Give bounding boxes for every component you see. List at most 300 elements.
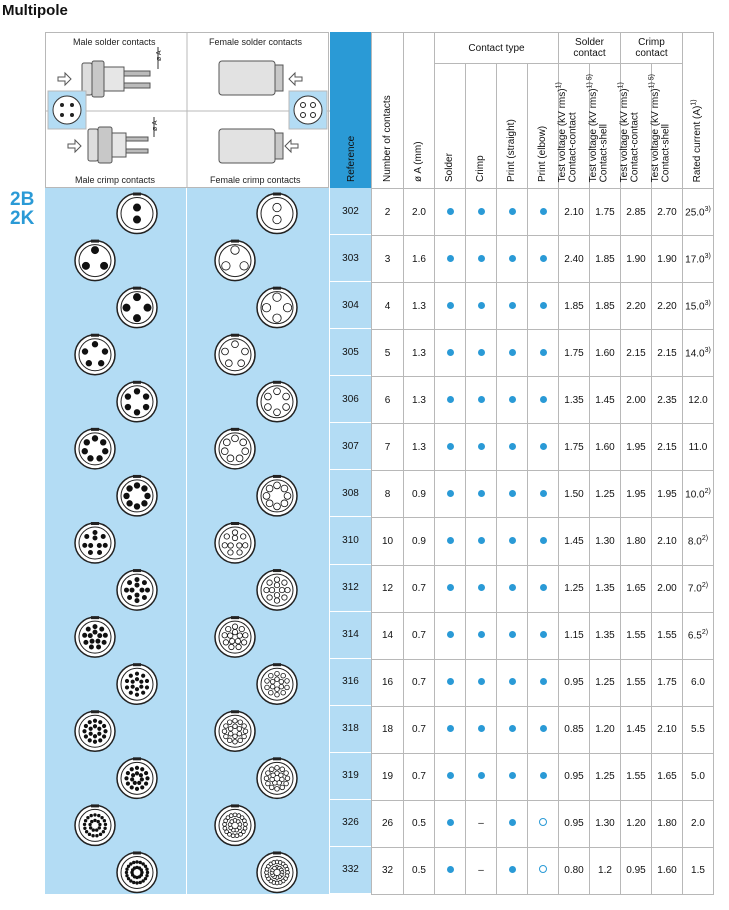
cell-a <box>404 189 435 236</box>
cell-s_cs <box>590 377 621 424</box>
cell-value: 10 <box>381 535 394 547</box>
dim-label-bottom: ø A <box>152 120 159 131</box>
cell-straight <box>497 189 528 236</box>
cell-s_cc <box>559 330 590 377</box>
cell-s_cs <box>590 518 621 565</box>
cell-value: 2.15 <box>657 347 677 359</box>
cell-solder <box>435 565 466 612</box>
cell-current <box>683 424 714 471</box>
cell-c_cs <box>652 189 683 236</box>
cell-value: 1.75 <box>564 347 584 359</box>
cell-elbow <box>528 424 559 471</box>
cell-s_cc <box>559 236 590 283</box>
cell-value: 2 <box>384 206 391 218</box>
cell-value: 2.35 <box>657 394 677 406</box>
cell-value: 11.0 <box>688 441 708 453</box>
cell-value: 5 <box>384 347 391 359</box>
cell-value: 1.85 <box>595 300 615 312</box>
cell-straight <box>497 800 528 847</box>
available-dot <box>478 537 485 544</box>
cell-s_cc <box>559 471 590 518</box>
cell-value: 1.25 <box>595 488 615 500</box>
available-dot <box>540 302 547 309</box>
male-solder-drawing <box>58 47 158 97</box>
male-pin-layout <box>75 710 115 751</box>
cell-c_cc <box>621 518 652 565</box>
available-dot <box>540 396 547 403</box>
reference-cell: 307 <box>330 423 371 470</box>
female-pin-layout <box>215 428 255 469</box>
cell-c_cc <box>621 424 652 471</box>
cell-c_cs <box>652 753 683 800</box>
cell-c_cc <box>621 283 652 330</box>
cell-value: 1.45 <box>595 394 615 406</box>
table-row <box>372 377 714 424</box>
cell-c_cc <box>621 471 652 518</box>
cell-solder <box>435 283 466 330</box>
series-2k: 2K <box>10 208 35 229</box>
cell-elbow <box>528 612 559 659</box>
available-dot <box>540 490 547 497</box>
cell-a <box>404 847 435 894</box>
reference-cell: 319 <box>330 753 371 800</box>
male-crimp-caption: Male crimp contacts <box>75 175 156 185</box>
male-pin-layout <box>117 757 157 798</box>
cell-current <box>683 659 714 706</box>
reference-cell: 312 <box>330 565 371 612</box>
header-contact-type: Contact type <box>435 33 559 64</box>
cell-value: 2.15 <box>657 441 677 453</box>
female-pin-layout <box>215 804 255 845</box>
available-dot <box>509 631 516 638</box>
table-row <box>372 706 714 753</box>
male-pin-layout <box>117 851 157 892</box>
cell-elbow <box>528 377 559 424</box>
cell-solder <box>435 471 466 518</box>
available-dot <box>509 725 516 732</box>
cell-crimp <box>466 847 497 894</box>
cell-value: 1.15 <box>564 630 584 642</box>
cell-value: 2.70 <box>657 206 677 218</box>
cell-value: 26 <box>381 818 394 830</box>
cell-value: 0.9 <box>412 535 426 547</box>
reference-cell: 306 <box>330 376 371 423</box>
cell-value: 7 <box>384 441 391 453</box>
available-dot <box>540 208 547 215</box>
cell-c_cc <box>621 800 652 847</box>
cell-solder <box>435 330 466 377</box>
available-dot <box>509 490 516 497</box>
cell-value: 0.5 <box>412 818 426 830</box>
pin-layouts <box>45 188 329 894</box>
female-pin-layout <box>257 757 297 798</box>
cell-elbow <box>528 800 559 847</box>
cell-c_cc <box>621 565 652 612</box>
cell-c_cc <box>621 612 652 659</box>
female-pin-layout <box>215 240 255 281</box>
cell-value: 1.90 <box>626 253 646 265</box>
cell-value: 2.00 <box>626 394 646 406</box>
cell-value: 1.55 <box>626 771 646 783</box>
dim-label-top: ø A <box>156 50 163 61</box>
cell-solder <box>435 612 466 659</box>
cell-solder <box>435 847 466 894</box>
cell-value: 2.10 <box>657 535 677 547</box>
available-dot <box>540 584 547 591</box>
header-crimp-contact: Crimp contact <box>621 33 683 64</box>
female-solder-caption: Female solder contacts <box>209 37 303 47</box>
cell-c_cc <box>621 189 652 236</box>
reference-cell: 302 <box>330 188 371 235</box>
male-pin-layout <box>117 663 157 704</box>
cell-s_cc <box>559 189 590 236</box>
cell-s_cs <box>590 612 621 659</box>
cell-a <box>404 565 435 612</box>
cell-value: 15.0 <box>685 301 705 313</box>
header-crimp: Crimp <box>466 64 497 189</box>
cell-value: 1.20 <box>626 818 646 830</box>
table-row <box>372 283 714 330</box>
male-pin-layout <box>75 616 115 657</box>
available-dot <box>478 725 485 732</box>
reference-header <box>330 32 371 188</box>
available-dot <box>540 537 547 544</box>
cell-elbow <box>528 471 559 518</box>
available-dot <box>447 302 454 309</box>
header-diameter: ø A (mm) <box>404 33 435 189</box>
cell-value: 12 <box>381 583 394 595</box>
connector-drawings <box>46 33 330 189</box>
cell-s_cc <box>559 377 590 424</box>
available-dot <box>447 678 454 685</box>
cell-current <box>683 471 714 518</box>
cell-value: 16 <box>381 677 394 689</box>
available-dot <box>447 396 454 403</box>
cell-value: 3 <box>384 253 391 265</box>
cell-value: 17.0 <box>685 254 705 266</box>
cell-elbow <box>528 565 559 612</box>
cell-s_cc <box>559 800 590 847</box>
table-row <box>372 659 714 706</box>
cell-elbow <box>528 706 559 753</box>
cell-a <box>404 377 435 424</box>
cell-s_cs <box>590 283 621 330</box>
cell-value: 2.85 <box>626 206 646 218</box>
cell-value: 0.7 <box>412 583 426 595</box>
cell-value: 1.55 <box>626 630 646 642</box>
available-dot <box>509 255 516 262</box>
cell-n <box>372 330 404 377</box>
female-pin-layout <box>215 710 255 751</box>
available-dot <box>540 631 547 638</box>
available-dot <box>447 772 454 779</box>
available-dot <box>540 725 547 732</box>
female-pin-layout <box>257 663 297 704</box>
cell-value: 0.7 <box>412 771 426 783</box>
available-dot <box>540 443 547 450</box>
cell-a <box>404 753 435 800</box>
cell-crimp <box>466 471 497 518</box>
cell-a <box>404 471 435 518</box>
available-dot <box>478 255 485 262</box>
spec-table-body <box>372 189 714 895</box>
cell-s_cc <box>559 565 590 612</box>
header-solder: Solder <box>435 64 466 189</box>
cell-value: 0.80 <box>564 865 584 877</box>
cell-value: 1.75 <box>657 677 677 689</box>
reference-cell: 305 <box>330 329 371 376</box>
cell-value: 1.30 <box>595 818 615 830</box>
female-crimp-caption: Female crimp contacts <box>210 175 301 185</box>
cell-elbow <box>528 283 559 330</box>
available-dot <box>509 819 516 826</box>
cell-value: 1.25 <box>564 583 584 595</box>
cell-current <box>683 800 714 847</box>
spec-table <box>371 32 714 895</box>
cell-a <box>404 659 435 706</box>
cell-straight <box>497 612 528 659</box>
available-dot <box>509 678 516 685</box>
header-rated-current: Rated current $(A)^{1)}$ <box>683 33 714 189</box>
cell-value: 1.75 <box>595 206 615 218</box>
cell-c_cs <box>652 424 683 471</box>
cell-n <box>372 753 404 800</box>
cell-value: 18 <box>381 724 394 736</box>
table-row <box>372 847 714 894</box>
table-row <box>372 236 714 283</box>
cell-solder <box>435 424 466 471</box>
cell-straight <box>497 471 528 518</box>
cell-current <box>683 283 714 330</box>
cell-value: 1.35 <box>595 630 615 642</box>
cell-crimp <box>466 800 497 847</box>
reference-cell: 326 <box>330 800 371 847</box>
cell-elbow <box>528 330 559 377</box>
cell-current <box>683 847 714 894</box>
cell-value: 1.60 <box>595 441 615 453</box>
cell-value: 2.15 <box>626 347 646 359</box>
cell-value: 2.00 <box>657 583 677 595</box>
cell-crimp <box>466 612 497 659</box>
table-row <box>372 189 714 236</box>
cell-s_cs <box>590 565 621 612</box>
cell-value: 14 <box>381 630 394 642</box>
cell-c_cs <box>652 706 683 753</box>
female-pin-layout <box>257 287 297 328</box>
available-dot <box>540 349 547 356</box>
cell-value: 1.85 <box>595 253 615 265</box>
cell-straight <box>497 377 528 424</box>
cell-straight <box>497 753 528 800</box>
cell-straight <box>497 236 528 283</box>
cell-n <box>372 565 404 612</box>
cell-value: 6.5 <box>687 630 702 642</box>
cell-value: 1.6 <box>412 253 426 265</box>
footnote: 3) <box>704 252 711 260</box>
header-print-elbow: Print (elbow) <box>528 64 559 189</box>
cell-elbow <box>528 753 559 800</box>
cell-solder <box>435 236 466 283</box>
cell-a <box>404 283 435 330</box>
female-solder-drawing <box>219 61 302 95</box>
cell-current <box>683 518 714 565</box>
footnote: 3) <box>704 205 711 213</box>
female-pin-layout <box>257 569 297 610</box>
cell-value: 19 <box>381 771 394 783</box>
female-pin-layout <box>257 475 297 516</box>
cell-crimp <box>466 189 497 236</box>
cell-value: 0.7 <box>412 677 426 689</box>
cell-value: 1.5 <box>691 865 705 877</box>
cell-s_cs <box>590 424 621 471</box>
cell-value: 2.0 <box>691 818 705 830</box>
table-row <box>372 565 714 612</box>
cell-s_cc <box>559 518 590 565</box>
reference-cell: 310 <box>330 517 371 564</box>
optional-dot <box>539 818 547 826</box>
available-dot <box>509 866 516 873</box>
cell-current <box>683 330 714 377</box>
cell-value: 7.0 <box>687 583 702 595</box>
reference-header-label: Reference <box>345 135 357 182</box>
cell-value: 2.0 <box>412 206 426 218</box>
footnote: 2) <box>701 535 709 543</box>
cell-elbow <box>528 847 559 894</box>
cell-crimp <box>466 377 497 424</box>
table-row <box>372 471 714 518</box>
header-solder-contact: Solder contact <box>559 33 621 64</box>
cell-value: 1.65 <box>626 583 646 595</box>
footnote: 2) <box>701 582 709 590</box>
reference-column <box>330 188 371 894</box>
cell-value: 0.7 <box>412 630 426 642</box>
cell-a <box>404 518 435 565</box>
cell-value: 10.0 <box>685 489 705 501</box>
reference-cell: 318 <box>330 706 371 753</box>
cell-a <box>404 706 435 753</box>
male-pin-layout <box>75 428 115 469</box>
cell-c_cs <box>652 518 683 565</box>
footnote: 3) <box>704 347 711 355</box>
cell-elbow <box>528 189 559 236</box>
cell-straight <box>497 283 528 330</box>
cell-value: 1.3 <box>412 441 426 453</box>
female-pin-layout <box>215 522 255 563</box>
cell-value: 2.40 <box>564 253 584 265</box>
cell-n <box>372 800 404 847</box>
cell-s_cs <box>590 189 621 236</box>
cell-s_cs <box>590 236 621 283</box>
header-print-straight: Print (straight) <box>497 64 528 189</box>
male-pin-layout <box>75 334 115 375</box>
cell-c_cs <box>652 377 683 424</box>
cell-value: 2.20 <box>657 300 677 312</box>
cell-n <box>372 236 404 283</box>
cell-solder <box>435 753 466 800</box>
cell-value: 5.5 <box>691 724 705 736</box>
cell-solder <box>435 518 466 565</box>
cell-value: 1.65 <box>657 771 677 783</box>
available-dot <box>478 490 485 497</box>
cell-value: 1.3 <box>412 394 426 406</box>
cell-crimp <box>466 706 497 753</box>
cell-value: 2.10 <box>657 724 677 736</box>
cell-value: 1.50 <box>564 488 584 500</box>
cell-value: 0.7 <box>412 724 426 736</box>
table-row <box>372 518 714 565</box>
available-dot <box>447 866 454 873</box>
cell-crimp <box>466 518 497 565</box>
cell-s_cs <box>590 706 621 753</box>
cell-s_cs <box>590 847 621 894</box>
cell-n <box>372 424 404 471</box>
cell-crimp <box>466 659 497 706</box>
available-dot <box>447 725 454 732</box>
available-dot <box>509 537 516 544</box>
cell-value: 1.45 <box>626 724 646 736</box>
available-dot <box>447 255 454 262</box>
cell-s_cc <box>559 753 590 800</box>
available-dot <box>447 537 454 544</box>
cell-current <box>683 565 714 612</box>
cell-value: 6.0 <box>691 677 705 689</box>
reference-cell: 308 <box>330 470 371 517</box>
available-dot <box>447 584 454 591</box>
cell-c_cs <box>652 847 683 894</box>
available-dot <box>540 772 547 779</box>
cell-c_cc <box>621 236 652 283</box>
cell-n <box>372 659 404 706</box>
cell-value: 1.35 <box>595 583 615 595</box>
available-dot <box>447 208 454 215</box>
cell-c_cc <box>621 753 652 800</box>
cell-value: – <box>478 865 484 877</box>
cell-crimp <box>466 565 497 612</box>
available-dot <box>447 819 454 826</box>
available-dot <box>509 443 516 450</box>
cell-value: 0.5 <box>412 865 426 877</box>
cell-value: 1.55 <box>626 677 646 689</box>
cell-straight <box>497 659 528 706</box>
cell-straight <box>497 706 528 753</box>
available-dot <box>478 302 485 309</box>
table-row <box>372 800 714 847</box>
footnote: 2) <box>701 629 709 637</box>
cell-n <box>372 706 404 753</box>
reference-cell: 314 <box>330 612 371 659</box>
available-dot <box>540 255 547 262</box>
cell-crimp <box>466 283 497 330</box>
series-label <box>10 190 34 228</box>
female-pin-layout <box>215 616 255 657</box>
cell-solder <box>435 659 466 706</box>
cell-current <box>683 706 714 753</box>
available-dot <box>509 772 516 779</box>
header-number-of-contacts: Number of contacts <box>372 33 404 189</box>
cell-n <box>372 471 404 518</box>
cell-solder <box>435 189 466 236</box>
cell-value: 32 <box>381 865 394 877</box>
cell-s_cc <box>559 706 590 753</box>
available-dot <box>447 349 454 356</box>
cell-n <box>372 189 404 236</box>
cell-value: 2.20 <box>626 300 646 312</box>
cell-value: 25.0 <box>685 207 705 219</box>
cell-value: 2.10 <box>564 206 584 218</box>
cell-value: 1.60 <box>657 865 677 877</box>
contact-diagram <box>45 32 329 188</box>
available-dot <box>447 631 454 638</box>
